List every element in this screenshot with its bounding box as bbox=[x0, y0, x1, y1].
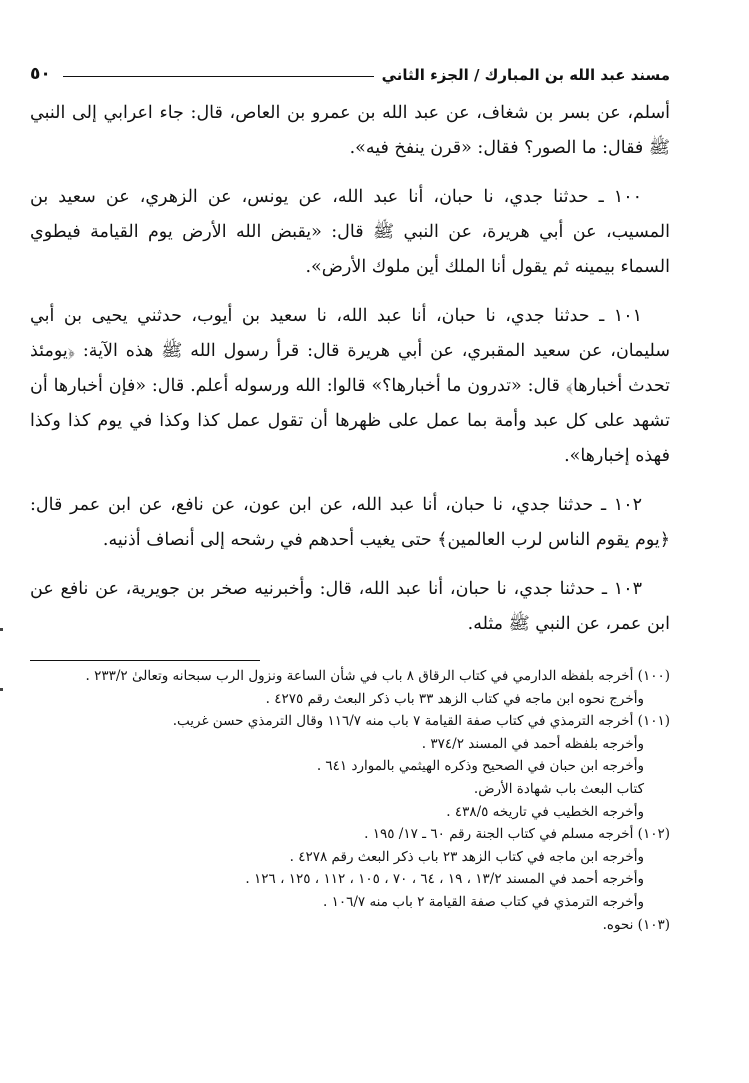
running-title: مسند عبد الله بن المبارك / الجزء الثاني bbox=[381, 66, 670, 84]
footnote-line: وأخرجه ابن ماجه في كتاب الزهد ٢٣ باب ذكر البعث رقم ٤٢٧٨ . bbox=[289, 848, 644, 865]
margin-mark-bottom bbox=[0, 688, 3, 691]
footnote-line: وأخرجه بلفظه أحمد في المسند ٣٧٤/٢ . bbox=[421, 735, 644, 752]
hadith-102: ١٠٢ ـ حدثنا جدي، نا حبان، أنا عبد الله، عن ابن عون، عن نافع، عن ابن عمر قال: ﴿يوم يقوم الناس لرب العالمين﴾ حتى يغيب أحدهم في رشحه إلى أنصاف أذنيه. bbox=[30, 495, 670, 550]
footnotes bbox=[30, 665, 670, 936]
footnote-100: (١٠٠) أخرجه بلفظه الدارمي في كتاب الرقاق ٨ باب في شأن الساعة ونزول الرب سبحانه وتعالىٰ ٢٣٣/٢ . bbox=[85, 668, 670, 684]
footnote-line: كتاب البعث باب شهادة الأرض. bbox=[473, 780, 644, 797]
page-number: ٥٠ bbox=[30, 64, 51, 84]
footnote-101: (١٠١) أخرجه الترمذي في كتاب صفة القيامة ٧ باب منه ١١٦/٧ وقال الترمذي حسن غريب. bbox=[172, 713, 670, 730]
margin-mark-top bbox=[0, 628, 3, 631]
footnote-103: (١٠٣) نحوه. bbox=[602, 916, 670, 933]
paragraph-continuation: أسلم، عن بسر بن شغاف، عن عبد الله بن عمرو بن العاص، قال: جاء اعرابي إلى النبي ﷺ فقال: ما الصور؟ فقال: «قرن ينفخ فيه». bbox=[30, 103, 670, 158]
hadith-101: ١٠١ ـ حدثنا جدي، نا حبان، أنا عبد الله، نا سعيد بن أيوب، حدثني يحيى بن أبي سليمان، عن سعيد المقبري، عن أبي هريرة قال: قرأ رسول الله ﷺ هذه الآية: ﴿يومئذ تحدث أخبارها﴾ قال: «تدرون ما أخبارها؟» قالوا: الله ورسوله أعلم. قال: «فإن أخبارها أن تشهد على كل عبد وأمة بما عمل على ظهرها أن تقول عمل كذا وكذا في يوم كذا وكذا فهذه إخبارها». bbox=[30, 306, 670, 466]
footnote-line: وأخرجه الترمذي في كتاب صفة القيامة ٢ باب منه ١٠٦/٧ . bbox=[323, 893, 644, 910]
main-text bbox=[30, 96, 670, 642]
footnote-line: وأخرجه الخطيب في تاريخه ٤٣٨/٥ . bbox=[446, 803, 644, 820]
hadith-100: ١٠٠ ـ حدثنا جدي، نا حبان، أنا عبد الله، عن يونس، عن الزهري، عن سعيد بن المسيب، عن أبي هريرة، عن النبي ﷺ قال: «يقبض الله الأرض يوم القيامة فيطوي السماء بيمينه ثم يقول أنا الملك أين ملوك الأرض». bbox=[30, 187, 670, 277]
footnote-102: (١٠٢) أخرجه مسلم في كتاب الجنة رقم ٦٠ ـ ١٧/ ١٩٥ . bbox=[364, 826, 670, 843]
hadith-103: ١٠٣ ـ حدثنا جدي، نا حبان، أنا عبد الله، قال: وأخبرنيه صخر بن جويرية، عن نافع عن ابن عمر، عن النبي ﷺ مثله. bbox=[30, 579, 670, 634]
page-header bbox=[30, 52, 670, 84]
header-rule bbox=[63, 76, 374, 77]
footnote-divider bbox=[30, 660, 260, 661]
footnote-line: وأخرج نحوه ابن ماجه في كتاب الزهد ٣٣ باب ذكر البعث رقم ٤٢٧٥ . bbox=[265, 690, 644, 707]
footnote-line: وأخرجه أحمد في المسند ١٣/٢ ، ١٩ ، ٦٤ ، ٧٠ ، ١٠٥ ، ١١٢ ، ١٢٥ ، ١٢٦ . bbox=[245, 871, 644, 888]
footnote-line: وأخرجه ابن حبان في الصحيح وذكره الهيثمي بالموارد ٦٤١ . bbox=[316, 758, 644, 775]
document-page bbox=[30, 52, 670, 936]
